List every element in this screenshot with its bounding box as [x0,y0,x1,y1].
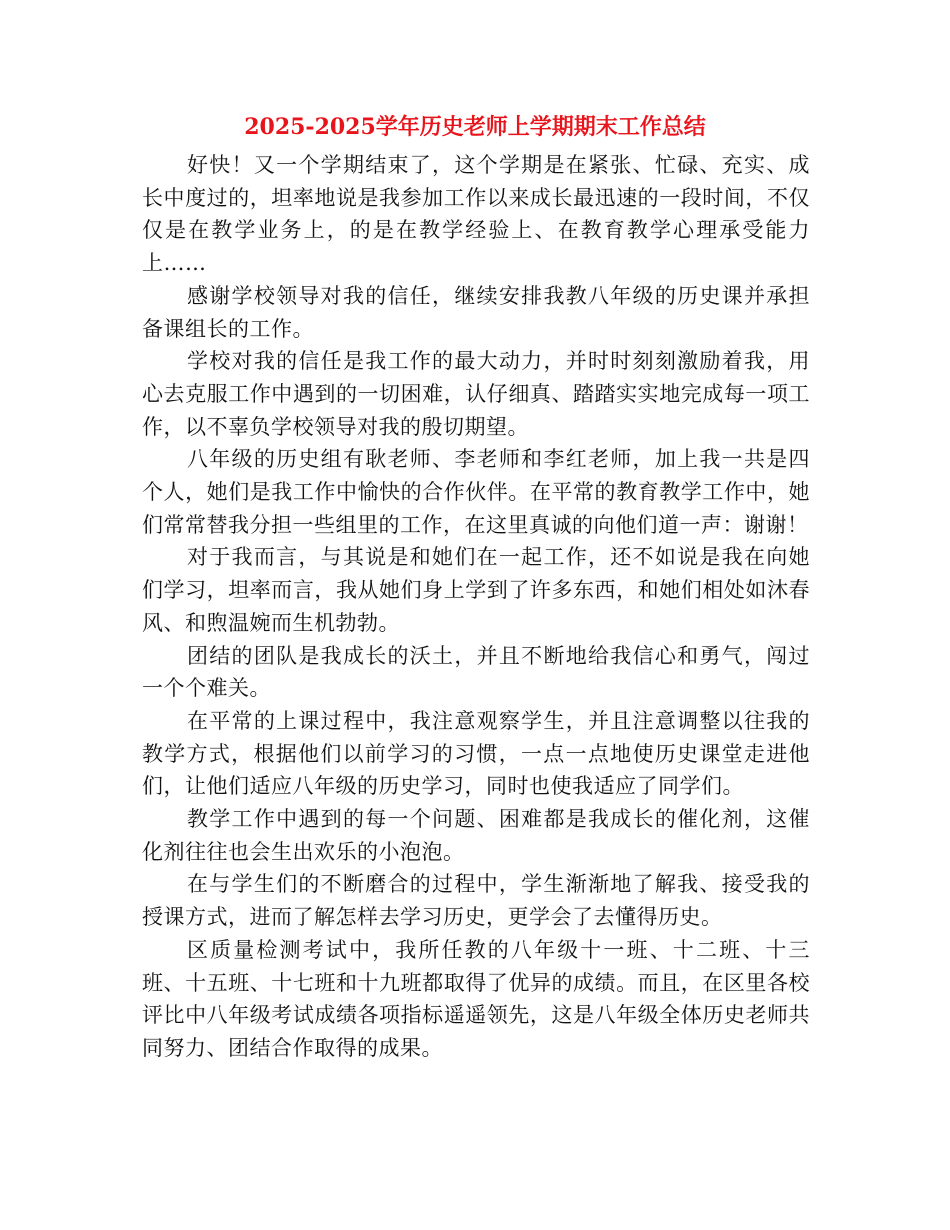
paragraph-7: 在平常的上课过程中，我注意观察学生，并且注意调整以往我的教学方式，根据他们以前学习的习惯，一点一点地使历史课堂走进他们，让他们适应八年级的历史学习，同时也使我适应了同学们。 [142,708,810,799]
document-body [142,149,810,1065]
paragraph-4: 八年级的历史组有耿老师、李老师和李红老师，加上我一共是四个人，她们是我工作中愉快的合作伙伴。在平常的教育教学工作中，她们常常替我分担一些组里的工作，在这里真诚的向他们道一声：谢谢！ [142,447,810,537]
document-title: 2025-2025学年历史老师上学期期末工作总结 [244,114,706,140]
paragraph-1: 好快！又一个学期结束了，这个学期是在紧张、忙碌、充实、成长中度过的，坦率地说是我参加工作以来成长最迅速的一段时间，不仅仅是在教学业务上，的是在教学经验上、在教育教学心理承受能力上…… [142,153,810,276]
paragraph-2: 感谢学校领导对我的信任，继续安排我教八年级的历史课并承担备课组长的工作。 [142,283,810,341]
paragraph-3: 学校对我的信任是我工作的最大动力，并时时刻刻激励着我，用心去克服工作中遇到的一切困难，认仔细真、踏踏实实地完成每一项工作，以不辜负学校领导对我的殷切期望。 [142,349,810,439]
paragraph-8: 教学工作中遇到的每一个问题、困难都是我成长的催化剂，这催化剂往往也会生出欢乐的小泡泡。 [142,807,810,864]
paragraph-5: 对于我而言，与其说是和她们在一起工作，还不如说是我在向她们学习，坦率而言，我从她们身上学到了许多东西，和她们相处如沐春风、和煦温婉而生机勃勃。 [142,545,810,635]
paragraph-9: 在与学生们的不断磨合的过程中，学生渐渐地了解我、接受我的授课方式，进而了解怎样去学习历史，更学会了去懂得历史。 [142,872,810,930]
paragraph-10: 区质量检测考试中，我所任教的八年级十一班、十二班、十三班、十五班、十七班和十九班都取得了优异的成绩。而且，在区里各校评比中八年级考试成绩各项指标遥遥领先，这是八年级全体历史老师共同努力、团结合作取得的成果。 [142,937,810,1060]
paragraph-6: 团结的团队是我成长的沃土，并且不断地给我信心和勇气，闯过一个个难关。 [142,643,810,701]
